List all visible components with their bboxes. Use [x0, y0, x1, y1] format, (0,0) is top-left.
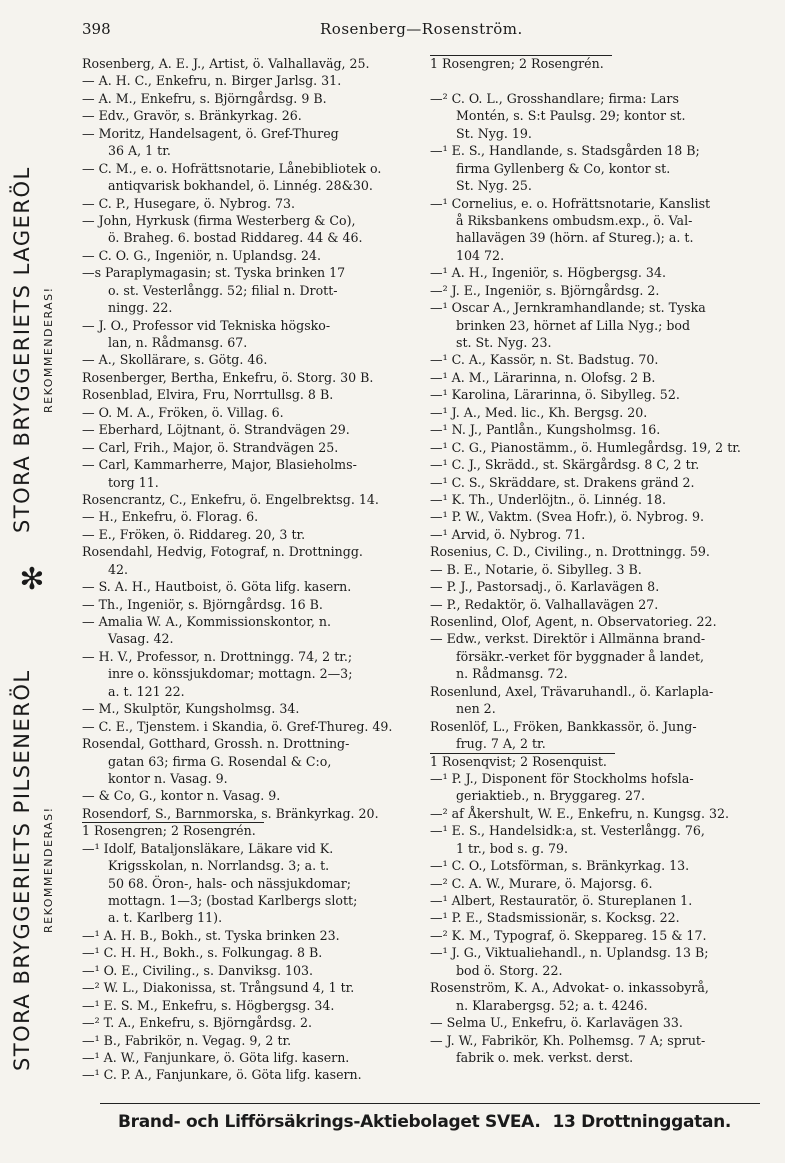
- directory-entry: — Th., Ingeniör, s. Björngårdsg. 16 B.: [82, 596, 323, 612]
- directory-entry: —² K. M., Typograf, ö. Skeppareg. 15 & 17.: [430, 927, 707, 943]
- directory-entry: —¹ C. A., Kassör, n. St. Badstug. 70.: [430, 352, 659, 368]
- directory-entry: — Edv., Gravör, s. Bränkyrkag. 26.: [82, 108, 302, 124]
- entry-continuation: bod ö. Storg. 22.: [456, 962, 563, 978]
- entry-continuation: å Riksbankens ombudsm.exp., ö. Val-: [456, 212, 693, 228]
- running-head: Rosenberg—Rosenström.: [320, 20, 523, 38]
- right-column: [430, 55, 775, 1066]
- entry-continuation: n. Rådmansg. 72.: [456, 666, 568, 682]
- directory-entry: — H. V., Professor, n. Drottningg. 74, 2 tr.;: [82, 648, 353, 664]
- entry-continuation: Krigsskolan, n. Norrlandsg. 3; a. t.: [108, 858, 330, 874]
- star-ornament: [6, 560, 68, 600]
- entry-continuation: gatan 63; firma G. Rosendal & C:o,: [108, 753, 332, 769]
- sidebar-brand-text-2: STORA BRYGGERIETS PILSENERÖL: [10, 669, 34, 1071]
- directory-entry: —² T. A., Enkefru, s. Björngårdsg. 2.: [82, 1015, 313, 1031]
- section-heading-text: 1 Rosenqvist; 2 Rosenquist.: [430, 753, 615, 770]
- left-column: [82, 55, 420, 1084]
- directory-entry: —¹ N. J., Pantlån., Kungsholmsg. 16.: [430, 422, 661, 438]
- section-heading: [430, 55, 775, 72]
- page-header: [82, 16, 772, 42]
- directory-entry: — O. M. A., Fröken, ö. Villag. 6.: [82, 404, 284, 420]
- directory-entry: —¹ K. Th., Underlöjtn., ö. Linnég. 18.: [430, 491, 667, 507]
- directory-entry: —¹ A. W., Fanjunkare, ö. Göta lifg. kasern.: [82, 1049, 350, 1065]
- directory-entry: —¹ A. H. B., Bokh., st. Tyska brinken 23.: [82, 927, 340, 943]
- directory-entry: —¹ J. A., Med. lic., Kh. Bergsg. 20.: [430, 404, 648, 420]
- directory-entry: — C. E., Tjenstem. i Skandia, ö. Gref-Thureg. 49.: [82, 718, 393, 734]
- entry-continuation: Vasag. 42.: [108, 631, 174, 647]
- section-heading-text: 1 Rosengren; 2 Rosengrén.: [430, 55, 612, 72]
- entry-continuation: a. t. Karlberg 11).: [108, 910, 223, 926]
- directory-entry: —¹ A. H., Ingeniör, s. Högbergsg. 34.: [430, 265, 666, 281]
- advert-sidebar-pilsener: [6, 600, 68, 1140]
- directory-entry: —¹ P. E., Stadsmissionär, s. Kocksg. 22.: [430, 910, 680, 926]
- advert-sidebar-lager: [6, 80, 68, 620]
- directory-entry: —¹ O. E., Civiling., s. Danviksg. 103.: [82, 962, 314, 978]
- directory-entry: — H., Enkefru, ö. Florag. 6.: [82, 509, 259, 525]
- directory-entry: — C. O. G., Ingeniör, n. Uplandsg. 24.: [82, 247, 322, 263]
- directory-entry: — J. W., Fabrikör, Kh. Polhemsg. 7 A; sprut-: [430, 1032, 706, 1048]
- directory-entry: — J. O., Professor vid Tekniska högsko-: [82, 317, 331, 333]
- section-heading-text: 1 Rosengren; 2 Rosengrén.: [82, 822, 264, 839]
- directory-entry: —¹ J. G., Viktualiehandl., n. Uplandsg. 13 B;: [430, 945, 709, 961]
- directory-entry: —¹ Oscar A., Jernkramhandlande; st. Tyska: [430, 300, 706, 316]
- directory-entry: —¹ C. S., Skräddare, st. Drakens gränd 2.: [430, 474, 695, 490]
- entry-continuation: kontor n. Vasag. 9.: [108, 770, 228, 786]
- directory-entry: — Amalia W. A., Kommissionskontor, n.: [82, 614, 331, 629]
- directory-entry: [430, 72, 775, 89]
- entry-continuation: mottagn. 1—3; (bostad Karlbergs slott;: [108, 893, 358, 908]
- entry-continuation: st. St. Nyg. 23.: [456, 335, 552, 350]
- directory-entry: —¹ C. O., Lotsförman, s. Bränkyrkag. 13.: [430, 858, 690, 874]
- section-heading: [430, 753, 775, 770]
- entry-continuation: antiqvarisk bokhandel, ö. Linnég. 28&30.: [108, 178, 373, 194]
- directory-entry: Rosenblad, Elvira, Fru, Norrtullsg. 8 B.: [82, 387, 334, 403]
- directory-entry: — P., Redaktör, ö. Valhallavägen 27.: [430, 596, 659, 612]
- entry-continuation: St. Nyg. 19.: [456, 125, 532, 141]
- entry-continuation: nen 2.: [456, 701, 496, 717]
- entry-continuation: försäkr.-verket för byggnader å landet,: [456, 648, 704, 664]
- directory-entry: — A. M., Enkefru, s. Björngårdsg. 9 B.: [82, 90, 327, 106]
- directory-entry: —¹ C. H. H., Bokh., s. Folkungag. 8 B.: [82, 945, 323, 961]
- directory-entry: — Eberhard, Löjtnant, ö. Strandvägen 29.: [82, 422, 350, 438]
- entry-continuation: ningg. 22.: [108, 300, 173, 316]
- entry-continuation: hallavägen 39 (hörn. af Stureg.); a. t.: [456, 230, 694, 246]
- directory-entry: —¹ B., Fabrikör, n. Vegag. 9, 2 tr.: [82, 1032, 292, 1048]
- directory-entry: — Carl, Kammarherre, Major, Blasieholms-: [82, 457, 357, 473]
- page-number: 398: [82, 20, 111, 38]
- directory-entry: —¹ Arvid, ö. Nybrog. 71.: [430, 526, 586, 542]
- entry-continuation: fabrik o. mek. verkst. derst.: [456, 1049, 634, 1065]
- directory-entry: Rosendahl, Hedvig, Fotograf, n. Drottningg.: [82, 544, 363, 560]
- sidebar-brand-text: STORA BRYGGERIETS LAGERÖL: [10, 166, 34, 534]
- directory-entry: Rosenlind, Olof, Agent, n. Observatorieg. 22.: [430, 614, 717, 629]
- entry-continuation: geriaktieb., n. Bryggareg. 27.: [456, 788, 646, 804]
- entry-continuation: inre o. könssjukdomar; mottagn. 2—3;: [108, 666, 353, 682]
- directory-entry: —² J. E., Ingeniör, s. Björngårdsg. 2.: [430, 282, 660, 298]
- entry-continuation: Montén, s. S:t Paulsg. 29; kontor st.: [456, 108, 686, 124]
- directory-entry: Rosendorf, S., Barnmorska, s. Bränkyrkag. 20.: [82, 805, 379, 821]
- entry-continuation: a. t. 121 22.: [108, 683, 185, 699]
- directory-entry: —¹ P. W., Vaktm. (Svea Hofr.), ö. Nybrog. 9.: [430, 509, 705, 525]
- entry-continuation: o. st. Vesterlångg. 52; filial n. Drott-: [108, 282, 338, 298]
- entry-continuation: brinken 23, hörnet af Lilla Nyg.; bod: [456, 317, 691, 333]
- directory-entry: — A. H. C., Enkefru, n. Birger Jarlsg. 31.: [82, 73, 342, 89]
- entry-continuation: n. Klarabergsg. 52; a. t. 4246.: [456, 997, 648, 1013]
- directory-entry: Rosenlund, Axel, Trävaruhandl., ö. Karlapla-: [430, 683, 714, 699]
- sidebar-recommend-text: REKOMMENDERAS!: [42, 286, 55, 414]
- directory-entry: — B. E., Notarie, ö. Sibylleg. 3 B.: [430, 561, 642, 577]
- entry-continuation: lan, n. Rådmansg. 67.: [108, 335, 248, 350]
- entry-continuation: 104 72.: [456, 247, 505, 263]
- directory-entry: —¹ E. S. M., Enkefru, s. Högbergsg. 34.: [82, 997, 335, 1013]
- directory-entry: Rosencrantz, C., Enkefru, ö. Engelbrektsg. 14.: [82, 491, 379, 507]
- directory-entry: — E., Fröken, ö. Riddareg. 20, 3 tr.: [82, 526, 306, 542]
- directory-entry: Rosenberger, Bertha, Enkefru, ö. Storg. 30 B.: [82, 369, 374, 385]
- directory-entry: —s Paraplymagasin; st. Tyska brinken 17: [82, 265, 346, 281]
- directory-entry: —¹ C. J., Skrädd., st. Skärgårdsg. 8 C, 2 tr.: [430, 457, 700, 473]
- directory-entry: —¹ C. P. A., Fanjunkare, ö. Göta lifg. kasern.: [82, 1067, 362, 1083]
- directory-entry: —¹ E. S., Handlande, s. Stadsgården 18 B;: [430, 143, 700, 159]
- directory-entry: Rosendal, Gotthard, Grossh. n. Drottning-: [82, 736, 350, 752]
- directory-entry: —² af Åkershult, W. E., Enkefru, n. Kungsg. 32.: [430, 805, 730, 821]
- directory-entry: — Carl, Frih., Major, ö. Strandvägen 25.: [82, 439, 339, 455]
- footer-rule: [100, 1103, 760, 1104]
- entry-continuation: frug. 7 A, 2 tr.: [456, 736, 546, 752]
- entry-continuation: ö. Braheg. 6. bostad Riddareg. 44 & 46.: [108, 230, 363, 246]
- directory-entry: — C. M., e. o. Hofrättsnotarie, Lånebibliotek o.: [82, 160, 382, 176]
- entry-continuation: 42.: [108, 561, 129, 577]
- directory-entry: — Edw., verkst. Direktör i Allmänna brand-: [430, 631, 706, 647]
- section-heading: [82, 822, 420, 839]
- directory-entry: — A., Skollärare, s. Götg. 46.: [82, 352, 268, 368]
- entry-continuation: 1 tr., bod s. g. 79.: [456, 840, 568, 856]
- directory-entry: — M., Skulptör, Kungsholmsg. 34.: [82, 701, 300, 717]
- footer-company: Brand- och Lifförsäkrings-Aktiebolaget SVEA.: [118, 1112, 541, 1132]
- directory-entry: —¹ Karolina, Lärarinna, ö. Sibylleg. 52.: [430, 387, 680, 403]
- directory-entry: — P. J., Pastorsadj., ö. Karlavägen 8.: [430, 579, 660, 595]
- directory-entry: —² C. O. L., Grosshandlare; firma: Lars: [430, 90, 679, 106]
- entry-continuation: torg 11.: [108, 474, 159, 490]
- directory-entry: —¹ Albert, Restauratör, ö. Stureplanen 1.: [430, 893, 693, 908]
- directory-entry: —² W. L., Diakonissa, st. Trångsund 4, 1 tr.: [82, 980, 355, 996]
- directory-entry: Rosenius, C. D., Civiling., n. Drottningg. 59.: [430, 544, 710, 560]
- directory-entry: —¹ Idolf, Bataljonsläkare, Läkare vid K.: [82, 840, 334, 856]
- directory-entry: —¹ C. G., Pianostämm., ö. Humlegårdsg. 19, 2 tr.: [430, 439, 741, 455]
- directory-entry: —² C. A. W., Murare, ö. Majorsg. 6.: [430, 875, 653, 891]
- entry-continuation: 36 A, 1 tr.: [108, 143, 171, 159]
- directory-entry: — Selma U., Enkefru, ö. Karlavägen 33.: [430, 1015, 683, 1031]
- directory-entry: Rosenström, K. A., Advokat- o. inkassobyrå,: [430, 980, 709, 996]
- directory-entry: —¹ Cornelius, e. o. Hofrättsnotarie, Kanslist: [430, 195, 711, 211]
- entry-continuation: 50 68. Öron-, hals- och nässjukdomar;: [108, 875, 352, 891]
- footer-address: 13 Drottninggatan.: [552, 1112, 732, 1132]
- star-icon: ✻: [19, 562, 45, 597]
- directory-entry: — S. A. H., Hautboist, ö. Göta lifg. kasern.: [82, 579, 352, 595]
- directory-entry: —¹ P. J., Disponent för Stockholms hofsla-: [430, 770, 694, 786]
- directory-entry: — C. P., Husegare, ö. Nybrog. 73.: [82, 195, 296, 211]
- directory-entry: Rosenlöf, L., Fröken, Bankkassör, ö. Jung-: [430, 718, 697, 734]
- directory-entry: —¹ E. S., Handelsidk:a, st. Vesterlångg. 76,: [430, 823, 705, 839]
- directory-entry: — John, Hyrkusk (firma Westerberg & Co),: [82, 212, 356, 228]
- sidebar-recommend-text-2: REKOMMENDERAS!: [42, 806, 55, 934]
- footer-advert: [118, 1112, 768, 1132]
- entry-continuation: firma Gyllenberg & Co, kontor st.: [456, 160, 671, 176]
- directory-entry: — Moritz, Handelsagent, ö. Gref-Thureg: [82, 125, 339, 141]
- entry-continuation: St. Nyg. 25.: [456, 178, 532, 194]
- directory-entry: — & Co, G., kontor n. Vasag. 9.: [82, 788, 281, 804]
- directory-entry: —¹ A. M., Lärarinna, n. Olofsg. 2 B.: [430, 369, 656, 385]
- directory-entry: Rosenberg, A. E. J., Artist, ö. Valhallaväg, 25.: [82, 56, 370, 71]
